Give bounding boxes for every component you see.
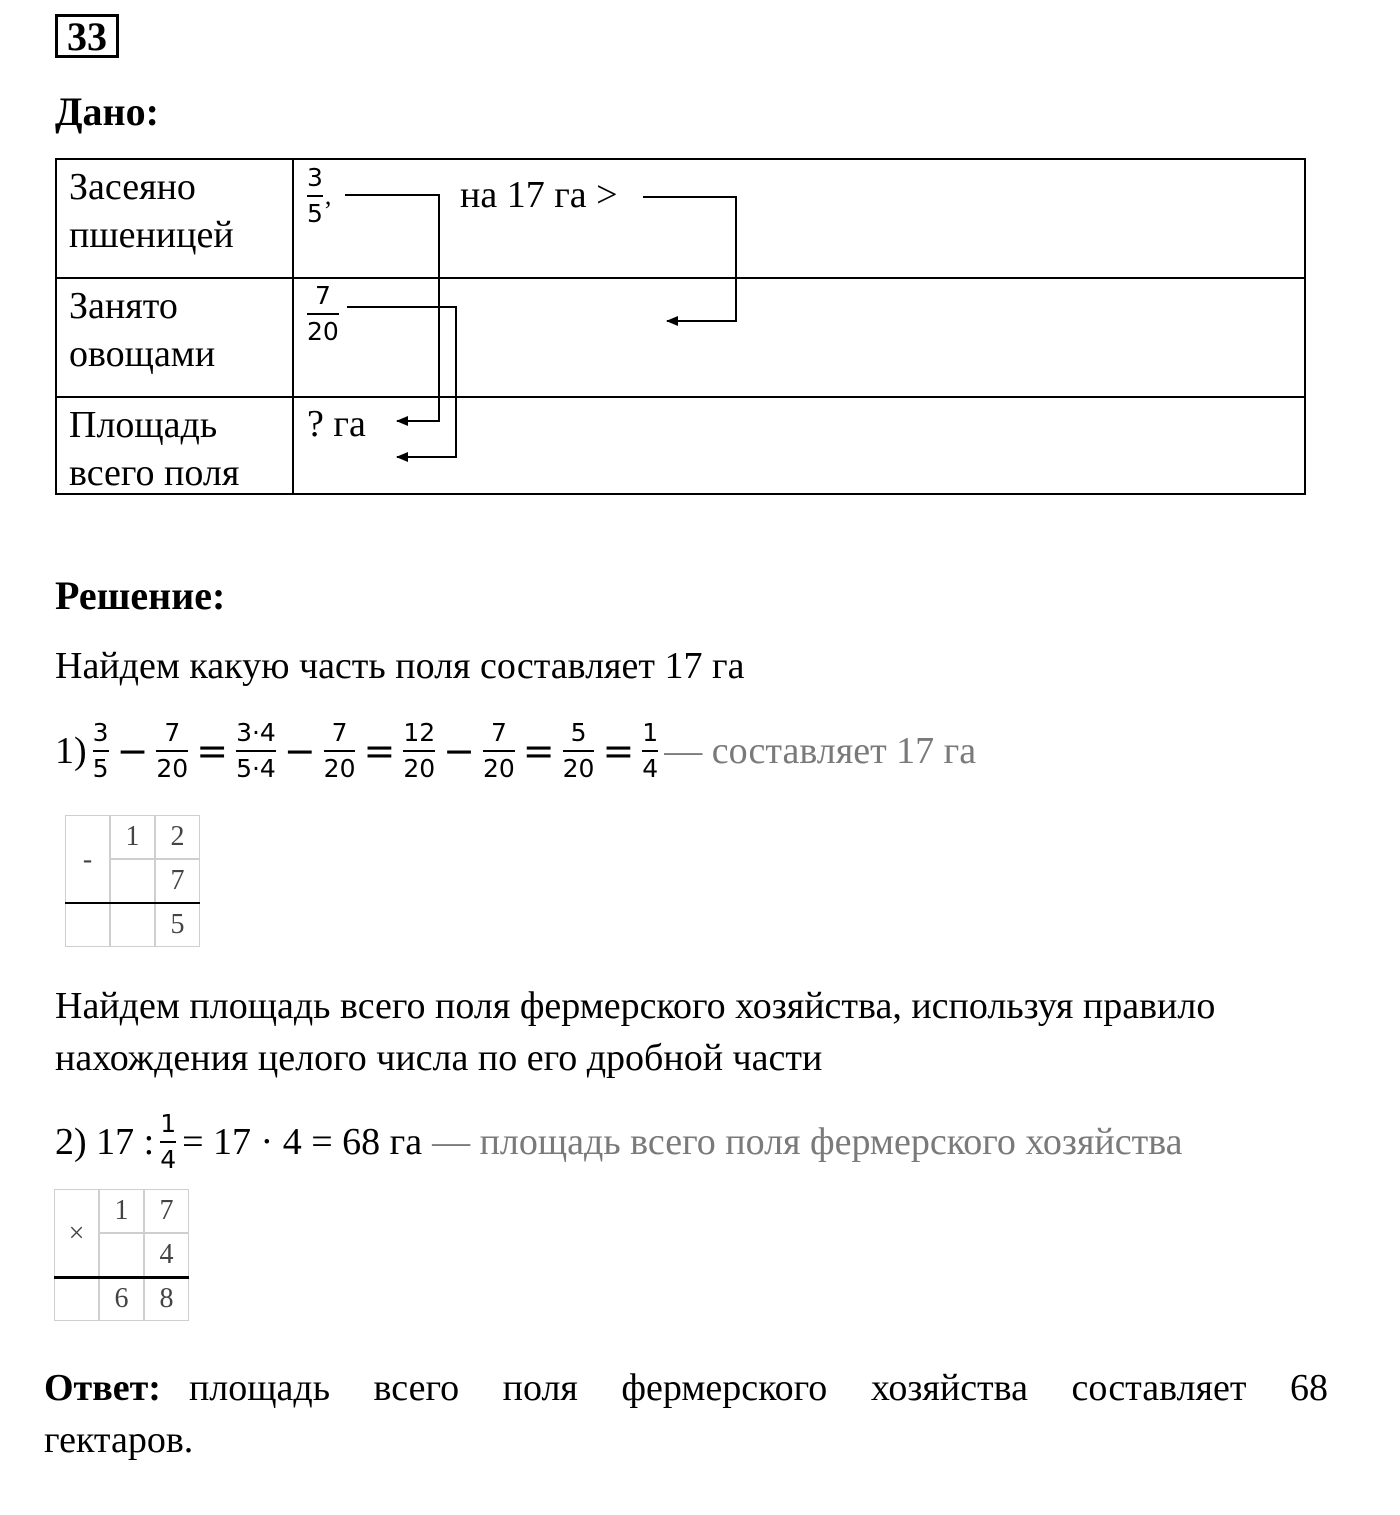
step1-intro: Найдем какую часть поля составляет 17 га — [55, 645, 745, 687]
step2-intro: Найдем площадь всего поля фермерского хозяйства, используя правило нахождения целого числа по его дробной части — [55, 985, 1216, 1079]
operator: = — [522, 728, 555, 773]
multiplication-grid-cell: × — [54, 1189, 99, 1277]
multiplication-grid-cell: 8 — [144, 1277, 189, 1321]
fraction: $\frac{12}{20}$ — [403, 717, 436, 783]
step2-equation: 2) 17 : $\frac{1}{4}$ = 17 · 4 = 68 га — площадь всего поля фермерского хозяйства — [55, 1109, 1183, 1174]
operator: − — [116, 728, 149, 773]
multiplication-result-line — [54, 1276, 189, 1279]
answer-word: составляет — [1071, 1367, 1247, 1409]
subtraction-grid-cell: 1 — [110, 815, 155, 859]
answer-word: площадь — [188, 1367, 331, 1409]
row-vegetables-fraction: $\frac{7}{20}$ — [307, 281, 339, 346]
answer-line-2: гектаров. — [44, 1419, 194, 1461]
operator: − — [283, 728, 316, 773]
subtraction-result-line — [65, 902, 200, 904]
solution-heading: Решение: — [55, 573, 226, 618]
row-wheat-note: на 17 га > — [460, 174, 618, 216]
given-heading: Дано: — [55, 89, 159, 134]
multiplication-grid-cell: 7 — [144, 1189, 189, 1233]
answer-line-1 — [189, 1362, 1328, 1414]
multiplication-grid-cell: 6 — [99, 1277, 144, 1321]
subtraction-grid-cell: - — [65, 815, 110, 903]
subtraction-grid-cell — [110, 859, 155, 903]
answer-word: поля — [502, 1367, 578, 1409]
arrow-17ha-to-vegetables — [643, 197, 736, 321]
answer-word: фермерского — [621, 1367, 828, 1409]
answer-word: 68 — [1290, 1367, 1328, 1409]
subtraction-grid-cell: 5 — [155, 903, 200, 947]
answer-word: всего — [373, 1367, 460, 1409]
step2-comment: — площадь всего поля фермерского хозяйства — [432, 1121, 1183, 1163]
operator: − — [443, 728, 475, 773]
subtraction-grid-cell: 7 — [155, 859, 200, 903]
multiplication-grid-cell — [99, 1233, 144, 1277]
fraction: $\frac{3\cdot 4}{5\cdot 4}$ — [236, 717, 276, 783]
step1-terms — [91, 719, 661, 783]
step1-equation: 1) $\frac{3}{5}$ − $\frac{7}{20}$ = $\frac{3\cdot 4}{5\cdot 4}$ − $\frac{7}{20}$ = $\frac{12}{20}$ − $\frac{7}{20}$ = $\frac{5}{20}$ = $\frac{1}{4}$ — составляет 17 га — [55, 717, 977, 783]
step1-comment: — составляет 17 га — [664, 729, 977, 772]
multiplication-grid-cell: 1 — [99, 1189, 144, 1233]
row-wheat-label: Засеяно пшеницей — [69, 166, 234, 256]
operator: = — [363, 728, 396, 773]
problem-number: 33 — [55, 14, 119, 58]
row-wheat-fraction: $\frac{3}{5}$ , — [307, 163, 332, 228]
fraction: $\frac{7}{20}$ — [323, 717, 356, 783]
row-vegetables-label: Занято овощами — [69, 285, 216, 375]
fraction: $\frac{7}{20}$ — [482, 717, 515, 783]
subtraction-grid-cell — [110, 903, 155, 947]
subtraction-grid-cell — [65, 903, 110, 947]
row-total-label: Площадь всего поля — [69, 404, 240, 494]
fraction: $\frac{7}{20}$ — [156, 717, 189, 783]
answer-label: Ответ: — [44, 1367, 161, 1409]
fraction: $\frac{1}{4}$ — [642, 717, 659, 783]
multiplication-grid — [54, 1189, 189, 1321]
given-table-lines — [55, 158, 1307, 497]
row-total-value: ? га — [307, 403, 366, 445]
operator: = — [602, 728, 635, 773]
answer — [44, 1362, 1328, 1466]
subtraction-grid-cell: 2 — [155, 815, 200, 859]
subtraction-grid — [65, 815, 200, 947]
answer-word: хозяйства — [870, 1367, 1028, 1409]
fraction: $\frac{5}{20}$ — [562, 717, 595, 783]
fraction: $\frac{3}{5}$ — [92, 717, 109, 783]
multiplication-grid-cell — [54, 1277, 99, 1321]
multiplication-grid-cell: 4 — [144, 1233, 189, 1277]
given-table — [55, 158, 1305, 495]
operator: = — [196, 728, 229, 773]
